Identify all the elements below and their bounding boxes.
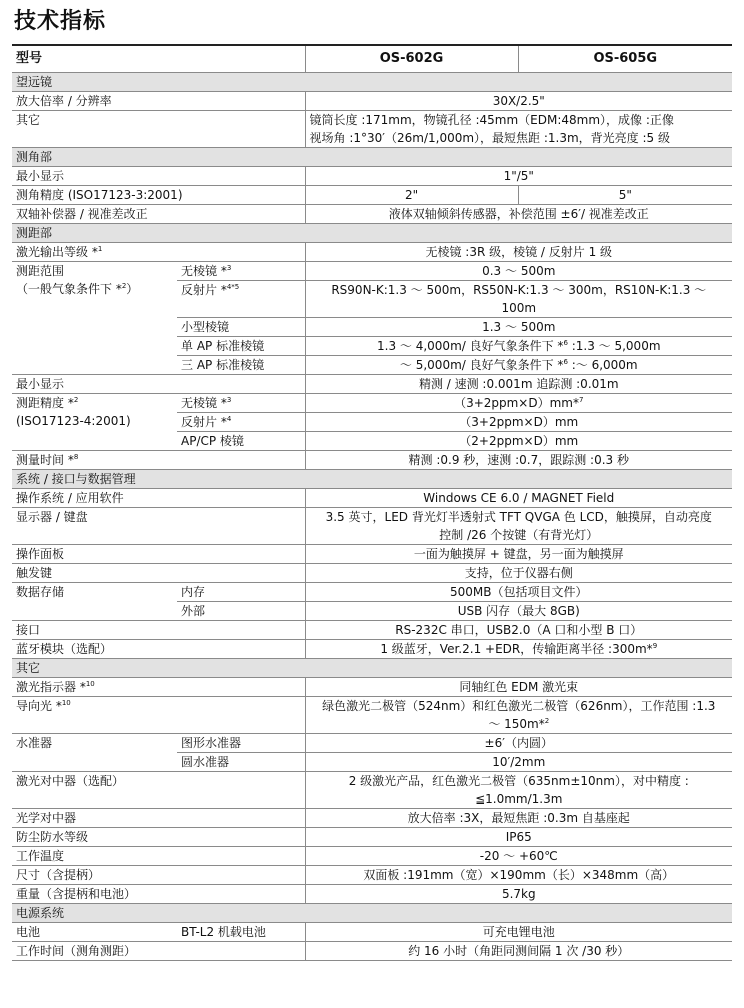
row-value: 精测 / 速测 :0.001m 追踪测 :0.01m xyxy=(305,375,732,394)
table-row xyxy=(12,92,732,111)
row-value xyxy=(305,697,732,734)
page-title: 技术指标 xyxy=(14,9,107,34)
table-row xyxy=(12,621,732,640)
table-row xyxy=(12,866,732,885)
table-row xyxy=(12,734,732,753)
value-text: :1.3 ～ 5,000m xyxy=(567,339,661,353)
label-text: 激光指示器 * xyxy=(16,680,86,694)
value-text: （3+2ppm×D）mm* xyxy=(454,396,579,410)
row-label xyxy=(12,678,305,697)
table-row xyxy=(12,847,732,866)
row-label: 重量（含提柄和电池） xyxy=(12,885,305,904)
label-line: (ISO17123-4:2001) xyxy=(16,414,131,428)
row-sublabel: 外部 xyxy=(177,602,305,621)
row-value: 500MB（包括项目文件） xyxy=(305,583,732,602)
row-value: 约 16 小时（角距同测间隔 1 次 /30 秒） xyxy=(305,942,732,961)
value-line: 100m xyxy=(501,301,537,315)
footnote-mark: 7 xyxy=(579,396,584,404)
row-label: 接口 xyxy=(12,621,305,640)
row-value: IP65 xyxy=(305,828,732,847)
footnote-mark: 1 xyxy=(97,245,103,253)
row-group-label: 数据存储 xyxy=(12,583,177,621)
row-label: 最小显示 xyxy=(12,375,305,394)
table-row xyxy=(12,885,732,904)
row-value xyxy=(305,394,732,413)
row-label: 光学对中器 xyxy=(12,809,305,828)
row-label: 显示器 / 键盘 xyxy=(12,508,305,545)
table-row xyxy=(12,828,732,847)
row-sublabel: 圆水准器 xyxy=(177,753,305,772)
table-row xyxy=(12,583,732,602)
section-distance xyxy=(12,224,732,243)
row-label: 放大倍率 / 分辨率 xyxy=(12,92,305,111)
table-row xyxy=(12,451,732,470)
row-sublabel: 图形水准器 xyxy=(177,734,305,753)
row-sublabel xyxy=(177,413,305,432)
row-value: Windows CE 6.0 / MAGNET Field xyxy=(305,489,732,508)
row-value: 1.3 ～ 500m xyxy=(305,318,732,337)
row-group-label: 水准器 xyxy=(12,734,177,772)
label-text: （一般气象条件下 * xyxy=(16,282,122,296)
table-row xyxy=(12,697,732,734)
row-label: 工作时间（测角测距） xyxy=(12,942,305,961)
row-value: 无棱镜 :3R 级，棱镜 / 反射片 1 级 xyxy=(305,243,732,262)
footnote-mark: 6 xyxy=(563,358,568,366)
row-value: 30X/2.5" xyxy=(305,92,732,111)
value-line: 视场角 :1°30′（26m/1,000m），最短焦距 :1.3m，背光亮度 :5 级 xyxy=(309,131,670,145)
row-value: （3+2ppm×D）mm xyxy=(305,413,732,432)
value-text: ～ 5,000m/ 良好气象条件下 * xyxy=(399,358,564,372)
table-row xyxy=(12,205,732,224)
table-row xyxy=(12,394,732,413)
value-line: 3.5 英寸，LED 背光灯半透射式 TFT QVGA 色 LCD，触摸屏，自动亮度 xyxy=(325,510,712,524)
row-sublabel xyxy=(177,281,305,318)
row-label: 触发键 xyxy=(12,564,305,583)
row-value: 精测 :0.9 秒，速测 :0.7，跟踪测 :0.3 秒 xyxy=(305,451,732,470)
row-label: 测角精度 (ISO17123-3:2001) xyxy=(12,186,305,205)
table-row xyxy=(12,772,732,809)
label-text: 导向光 * xyxy=(16,699,62,713)
footnote-mark: 2 xyxy=(544,717,550,725)
table-row xyxy=(12,243,732,262)
row-label: 蓝牙模块（选配） xyxy=(12,640,305,659)
row-value: 支持，位于仪器右侧 xyxy=(305,564,732,583)
row-sublabel xyxy=(177,394,305,413)
table-row xyxy=(12,923,732,942)
row-value xyxy=(305,508,732,545)
row-label xyxy=(12,243,305,262)
row-sublabel: 内存 xyxy=(177,583,305,602)
label-line xyxy=(16,394,173,412)
table-row xyxy=(12,564,732,583)
label-text: 无棱镜 * xyxy=(181,396,227,410)
row-label: 操作系统 / 应用软件 xyxy=(12,489,305,508)
section-title: 测角部 xyxy=(12,148,732,167)
row-label: 尺寸（含提柄） xyxy=(12,866,305,885)
label-text: 反射片 * xyxy=(181,415,227,429)
label-text: 激光输出等级 * xyxy=(16,245,98,259)
row-label: 激光对中器（选配） xyxy=(12,772,305,809)
value-text: 1.3 ～ 4,000m/ 良好气象条件下 * xyxy=(377,339,564,353)
header-model: 型号 xyxy=(12,45,305,73)
label-text: 反射片 * xyxy=(181,283,227,297)
header-row xyxy=(12,45,732,73)
row-value: （2+2ppm×D）mm xyxy=(305,432,732,451)
section-power xyxy=(12,904,732,923)
section-telescope xyxy=(12,73,732,92)
footnote-mark: 4*5 xyxy=(226,283,240,291)
value-line: ≦1.0mm/1.3m xyxy=(475,792,563,806)
table-row xyxy=(12,678,732,697)
row-label: 双轴补偿器 / 视准差改正 xyxy=(12,205,305,224)
row-value: RS-232C 串口，USB2.0（A 口和小型 B 口） xyxy=(305,621,732,640)
row-label: 工作温度 xyxy=(12,847,305,866)
row-sublabel: 单 AP 标准棱镜 xyxy=(177,337,305,356)
row-value: 1"/5" xyxy=(305,167,732,186)
table-row xyxy=(12,545,732,564)
value-line: 镜筒长度 :171mm，物镜孔径 :45mm（EDM:48mm），成像 :正像 xyxy=(309,113,674,127)
row-label xyxy=(12,451,305,470)
header-os605g: OS-605G xyxy=(518,45,732,73)
value-text: ～ 150m* xyxy=(488,717,545,731)
value-line xyxy=(310,715,729,733)
table-row xyxy=(12,508,732,545)
footnote-mark: 4 xyxy=(226,415,232,423)
row-value: -20 ～ +60℃ xyxy=(305,847,732,866)
row-label: 电池 xyxy=(12,923,177,942)
footnote-mark: 2 xyxy=(121,282,127,290)
row-sublabel: AP/CP 棱镜 xyxy=(177,432,305,451)
label-text: 测量时间 * xyxy=(16,453,74,467)
row-value xyxy=(305,772,732,809)
table-row xyxy=(12,942,732,961)
row-sublabel: 三 AP 标准棱镜 xyxy=(177,356,305,375)
row-value xyxy=(305,640,732,659)
row-value: ±6′（内圆） xyxy=(305,734,732,753)
table-row xyxy=(12,186,732,205)
row-label: 防尘防水等级 xyxy=(12,828,305,847)
value-text: 1 级蓝牙，Ver.2.1 +EDR，传输距离半径 :300m* xyxy=(380,642,653,656)
table-row xyxy=(12,262,732,281)
table-row xyxy=(12,489,732,508)
table-row xyxy=(12,809,732,828)
label-text: 测距精度 * xyxy=(16,396,74,410)
row-value: 放大倍率 :3X，最短焦距 :0.3m 自基座起 xyxy=(305,809,732,828)
header-os602g: OS-602G xyxy=(305,45,518,73)
row-sublabel xyxy=(177,262,305,281)
table-row xyxy=(12,167,732,186)
row-value: 液体双轴倾斜传感器，补偿范围 ±6′/ 视准差改正 xyxy=(305,205,732,224)
row-label: 其它 xyxy=(12,111,305,148)
row-value: 同轴红色 EDM 激光束 xyxy=(305,678,732,697)
value-line: 绿色激光二极管（524nm）和红色激光二极管（626nm），工作范围 :1.3 xyxy=(322,699,716,713)
row-value: 双面板 :191mm（宽）×190mm（长）×348mm（高） xyxy=(305,866,732,885)
row-value: 一面为触摸屏 + 键盘，另一面为触摸屏 xyxy=(305,545,732,564)
section-system xyxy=(12,470,732,489)
row-value xyxy=(305,281,732,318)
value-text: :～ 6,000m xyxy=(567,358,638,372)
row-value-os602g: 2" xyxy=(305,186,518,205)
row-value: USB 闪存（最大 8GB) xyxy=(305,602,732,621)
section-other xyxy=(12,659,732,678)
row-value xyxy=(305,356,732,375)
row-label: 操作面板 xyxy=(12,545,305,564)
label-line xyxy=(16,280,173,298)
section-angle xyxy=(12,148,732,167)
spec-table xyxy=(12,44,732,961)
table-row xyxy=(12,111,732,148)
footnote-mark: 10 xyxy=(85,680,95,688)
label-text: ） xyxy=(126,282,139,296)
row-group-label xyxy=(12,262,177,375)
section-title: 系统 / 接口与数据管理 xyxy=(12,470,732,489)
label-text: 无棱镜 * xyxy=(181,264,227,278)
table-row xyxy=(12,375,732,394)
section-title: 望远镜 xyxy=(12,73,732,92)
section-title: 其它 xyxy=(12,659,732,678)
footnote-mark: 3 xyxy=(226,396,232,404)
row-value: 5.7kg xyxy=(305,885,732,904)
footnote-mark: 10 xyxy=(61,699,71,707)
value-line: RS90N-K:1.3 ～ 500m，RS50N-K:1.3 ～ 300m，RS10N-K:1.3 ～ xyxy=(331,283,707,297)
row-value: 0.3 ～ 500m xyxy=(305,262,732,281)
section-title: 电源系统 xyxy=(12,904,732,923)
value-line: 控制 /26 个按键（有背光灯） xyxy=(439,528,599,542)
row-sublabel: 小型棱镜 xyxy=(177,318,305,337)
footnote-mark: 3 xyxy=(226,264,232,272)
row-group-label xyxy=(12,394,177,451)
label-line: 测距范围 xyxy=(16,264,65,278)
row-label: 最小显示 xyxy=(12,167,305,186)
value-line: 2 级激光产品，红色激光二极管（635nm±10nm），对中精度 : xyxy=(348,774,689,788)
footnote-mark: 9 xyxy=(652,642,658,650)
footnote-mark: 6 xyxy=(563,339,568,347)
row-label xyxy=(12,697,305,734)
footnote-mark: 8 xyxy=(73,453,79,461)
row-value-os605g: 5" xyxy=(518,186,732,205)
row-value: 10′/2mm xyxy=(305,753,732,772)
footnote-mark: 2 xyxy=(73,396,79,404)
section-title: 测距部 xyxy=(12,224,732,243)
row-value xyxy=(305,337,732,356)
row-value: 可充电锂电池 xyxy=(305,923,732,942)
table-row xyxy=(12,640,732,659)
row-sublabel: BT-L2 机载电池 xyxy=(177,923,305,942)
row-value xyxy=(305,111,732,148)
